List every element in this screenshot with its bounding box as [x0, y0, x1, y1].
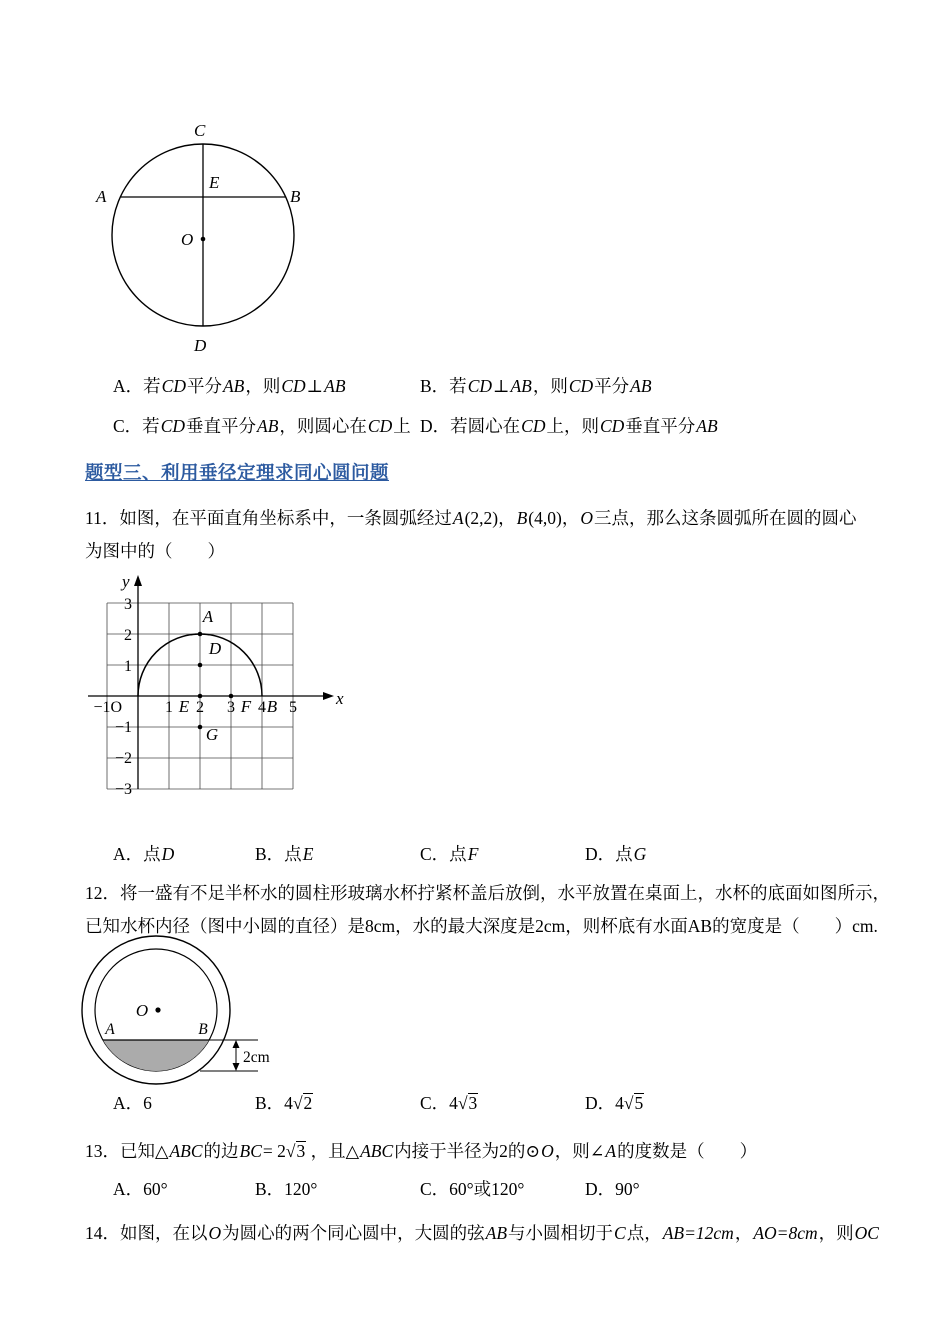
q12-option-d: D．4√5: [585, 1093, 644, 1113]
q12-option-b: B．4√2: [255, 1093, 313, 1113]
q11-options: [113, 841, 893, 867]
point-label-f: F: [240, 697, 252, 716]
center-dot: [155, 1007, 160, 1012]
q11-stem-line-1: 11．如图，在平面直角坐标系中，一条圆弧经过A(2,2)，B(4,0)，O三点，那么这条圆弧所在圆的圆心: [85, 508, 857, 528]
x-tick-3: 3: [227, 699, 235, 716]
x-tick-4: 4: [258, 699, 266, 716]
label-e: E: [209, 173, 220, 192]
q12-option-c: C．4√3: [420, 1093, 478, 1113]
label-c: C: [194, 121, 206, 140]
label-b: B: [290, 187, 301, 206]
q10-option-d: D．若圆心在CD上，则CD垂直平分AB: [420, 416, 718, 436]
q10-option-c: C．若CD垂直平分AB，则圆心在CD上: [113, 416, 411, 436]
cup-bottom-figure: [76, 930, 326, 1094]
arrow-down-icon: [233, 1063, 240, 1071]
q13-option-b: B．120°: [255, 1179, 318, 1199]
point-label-g: G: [205, 725, 219, 744]
label-o: O: [135, 1001, 149, 1020]
q14-stem: 14．如图，在以O为圆心的两个同心圆中，大圆的弦AB与小圆相切于C点，AB=12cm，AO=8cm，则OC: [85, 1223, 879, 1243]
y-tick-2: 2: [124, 627, 132, 644]
arrow-up-icon: [233, 1040, 240, 1048]
label-o: O: [181, 230, 194, 249]
q13-options: [113, 1176, 893, 1202]
y-tick-neg2: −2: [114, 750, 132, 767]
y-axis-arrow: [134, 575, 142, 586]
x-tick-5: 5: [289, 699, 297, 716]
y-tick-3: 3: [124, 596, 132, 613]
point-label-d: D: [208, 639, 222, 658]
q11-option-b: B．点E: [255, 844, 314, 864]
label-b: B: [198, 1021, 208, 1038]
x-tick-1: 1: [165, 699, 173, 716]
coordinate-grid-figure: [72, 570, 362, 826]
y-tick-1: 1: [124, 658, 132, 675]
x-axis-label: x: [336, 689, 344, 708]
q11-option-c: C．点F: [420, 844, 479, 864]
y-tick-neg3: −3: [114, 781, 132, 798]
point-label-e: E: [178, 697, 190, 716]
section-heading: 题型三、利用垂径定理求同心圆问题: [85, 462, 390, 483]
center-dot: [201, 237, 206, 242]
water-segment: [103, 1040, 209, 1071]
q11-option-a: A．点D: [113, 844, 175, 864]
q10-options-row1: [113, 373, 893, 399]
q13-stem: 13．已知△ABC的边BC= 2√3 ，且△ABC内接于半径为2的⊙O，则∠A的度数是（ ）: [85, 1141, 758, 1161]
label-a: A: [105, 1021, 115, 1038]
q13-option-d: D．90°: [585, 1179, 640, 1199]
x-axis-arrow: [323, 692, 334, 700]
depth-label: 2cm: [243, 1049, 270, 1066]
point-label-a: A: [202, 607, 214, 626]
q10-options-row2: [113, 413, 893, 439]
q12-option-a: A．6: [113, 1093, 152, 1113]
origin-label: O: [110, 699, 122, 716]
x-tick-neg1: −1: [93, 699, 111, 716]
q12-stem-line-2: 已知水杯内径（图中小圆的直径）是8cm，水的最大深度是2cm，则杯底有水面AB的宽度是（ ）cm.: [85, 916, 878, 936]
perpendicular-chord-circle-figure: [90, 114, 320, 358]
q12-stem-line-1: 12．将一盛有不足半杯水的圆柱形玻璃水杯拧紧杯盖后放倒，水平放置在桌面上，水杯的底面如图所示，: [85, 883, 890, 903]
label-a: A: [96, 187, 107, 206]
y-axis-label: y: [122, 572, 130, 591]
x-tick-2: 2: [196, 699, 204, 716]
q13-option-c: C．60°或120°: [420, 1179, 525, 1199]
label-d: D: [194, 336, 207, 355]
q13-option-a: A．60°: [113, 1179, 168, 1199]
q11-option-d: D．点G: [585, 844, 647, 864]
point-label-b: B: [266, 697, 278, 716]
q11-stem-line-2: 为图中的（ ）: [85, 541, 225, 561]
q12-options: [113, 1090, 893, 1116]
q10-option-a: A．若CD平分AB，则CD⊥AB: [113, 376, 346, 396]
y-tick-neg1: −1: [114, 719, 132, 736]
q10-option-b: B．若CD⊥AB，则CD平分AB: [420, 376, 652, 396]
